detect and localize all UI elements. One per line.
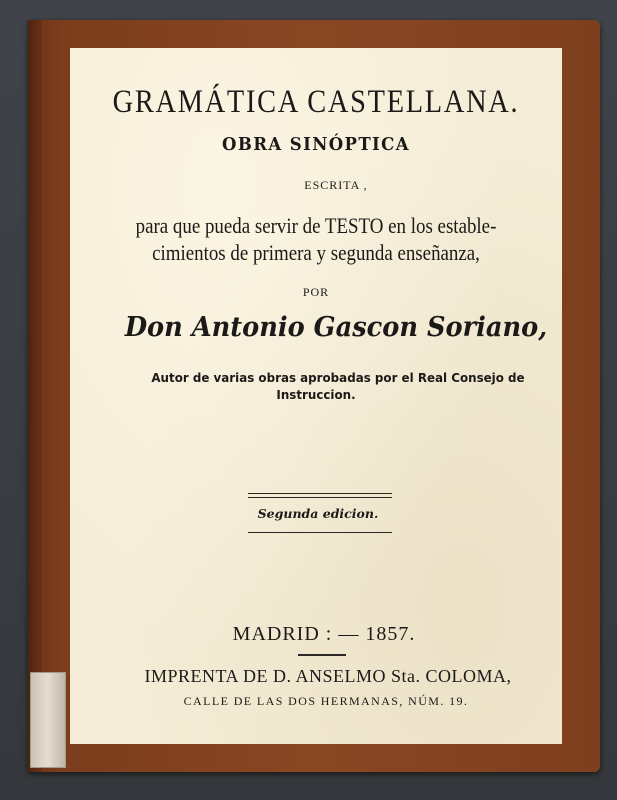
book-spine (28, 20, 42, 772)
written-label: ESCRITA , (304, 178, 368, 192)
imprint-rule (298, 654, 346, 656)
place-and-date: MADRID : — 1857. (232, 623, 416, 645)
printer-address: CALLE DE LAS DOS HERMANAS, NÚM. 19. (183, 694, 469, 708)
purpose-line-2: cimientos de primera y segunda enseñanza, (152, 240, 480, 265)
book-title: GRAMÁTICA CASTELLANA. (112, 84, 520, 120)
edition-rule-top (248, 493, 392, 494)
title-page (70, 48, 562, 744)
book-subtitle: OBRA SINÓPTICA (222, 134, 410, 155)
author-name: Don Antonio Gascon Soriano, (124, 312, 548, 343)
by-label: POR (302, 285, 330, 299)
author-credential-line-2: Instruccion. (276, 387, 356, 402)
spine-label (30, 672, 66, 768)
edition-rule-bottom (248, 532, 392, 533)
edition-label: Segunda edicion. (257, 506, 379, 521)
edition-rule-top-thin (248, 497, 392, 498)
printer-name: IMPRENTA DE D. ANSELMO Sta. COLOMA, (144, 666, 512, 686)
author-credential-line-1: Autor de varias obras aprobadas por el Real Consejo de (151, 370, 525, 385)
purpose-line-1: para que pueda servir de TESTO en los estable- (135, 213, 497, 238)
